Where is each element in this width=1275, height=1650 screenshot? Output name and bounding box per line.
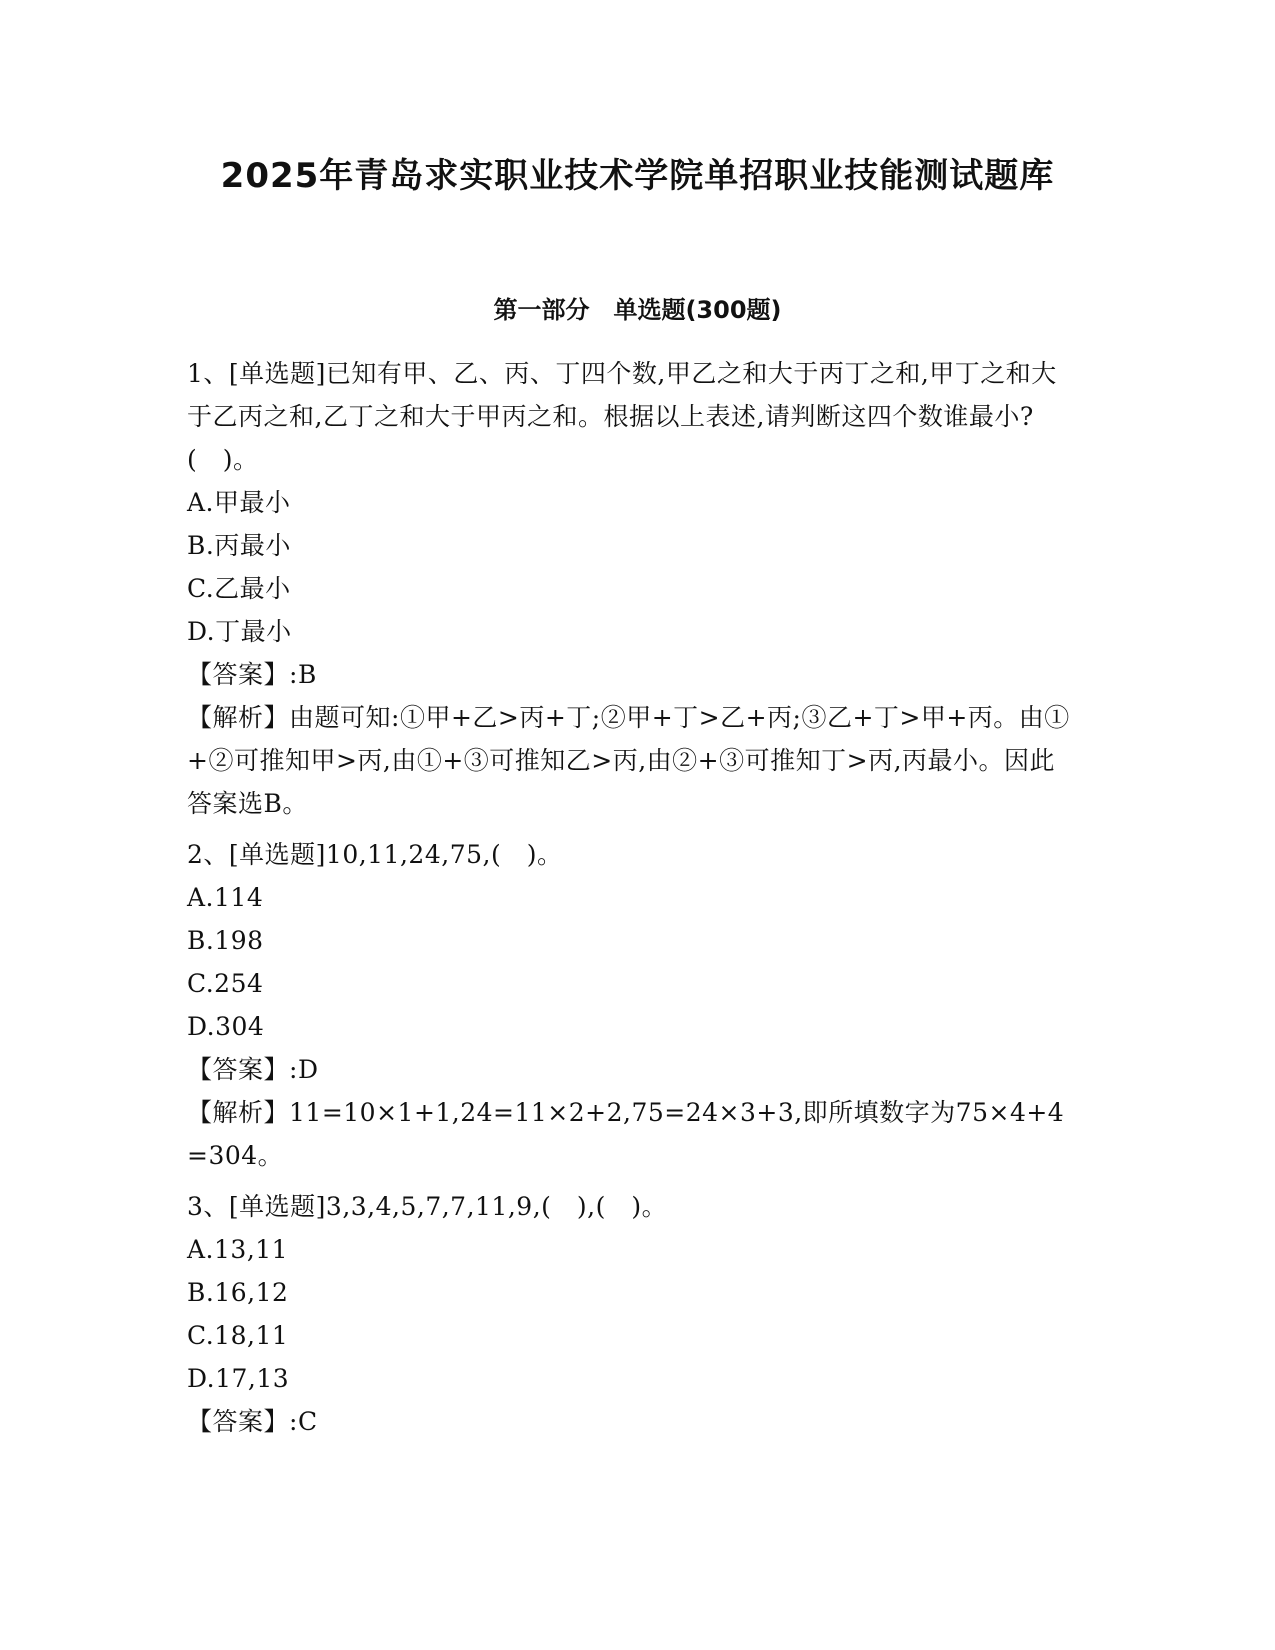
option-a: A.13,11 xyxy=(187,1235,289,1264)
option-c: C.254 xyxy=(187,969,264,998)
analysis-text: 由题可知:①甲+乙>丙+丁;②甲+丁>乙+丙;③乙+丁>甲+丙。由①+②可推知甲>丙,由①+③可推知乙>丙,由②+③可推知丁>丙,丙最小。因此答案选B。 xyxy=(187,703,1070,818)
answer-label: 【答案】: xyxy=(187,660,298,689)
answer-line xyxy=(187,653,1077,696)
option-b: B.198 xyxy=(187,926,264,955)
option-d: D.17,13 xyxy=(187,1364,290,1393)
answer-value: D xyxy=(297,1055,319,1084)
question-stem: 1、[单选题]已知有甲、乙、丙、丁四个数,甲乙之和大于丙丁之和,甲丁之和大于乙丙之和,乙丁之和大于甲丙之和。根据以上表述,请判断这四个数谁最小?( )。 xyxy=(187,359,1057,474)
answer-line xyxy=(187,1400,1077,1443)
option-a: A.甲最小 xyxy=(187,488,291,517)
analysis-text: 11=10×1+1,24=11×2+2,75=24×3+3,即所填数字为75×4+4=304。 xyxy=(187,1098,1065,1170)
question-list xyxy=(187,352,1077,1443)
question-1 xyxy=(187,352,1077,825)
analysis-line xyxy=(187,696,1077,825)
question-3 xyxy=(187,1185,1077,1443)
document-title: 2025年青岛求实职业技术学院单招职业技能测试题库 xyxy=(220,156,1055,196)
option-a: A.114 xyxy=(187,883,264,912)
option-b: B.16,12 xyxy=(187,1278,289,1307)
answer-line xyxy=(187,1048,1077,1091)
option-d: D.丁最小 xyxy=(187,617,292,646)
section-heading: 第一部分 单选题(300题) xyxy=(493,296,782,324)
answer-label: 【答案】: xyxy=(187,1407,298,1436)
option-b: B.丙最小 xyxy=(187,531,291,560)
option-c: C.乙最小 xyxy=(187,574,291,603)
answer-value: C xyxy=(297,1407,318,1436)
analysis-label: 【解析】 xyxy=(187,1098,290,1127)
option-c: C.18,11 xyxy=(187,1321,289,1350)
answer-value: B xyxy=(297,660,317,689)
option-d: D.304 xyxy=(187,1012,265,1041)
analysis-label: 【解析】 xyxy=(187,703,290,732)
analysis-line xyxy=(187,1091,1077,1177)
question-stem: 3、[单选题]3,3,4,5,7,7,11,9,( ),( )。 xyxy=(187,1192,668,1221)
question-2 xyxy=(187,833,1077,1177)
question-stem: 2、[单选题]10,11,24,75,( )。 xyxy=(187,840,563,869)
answer-label: 【答案】: xyxy=(187,1055,298,1084)
